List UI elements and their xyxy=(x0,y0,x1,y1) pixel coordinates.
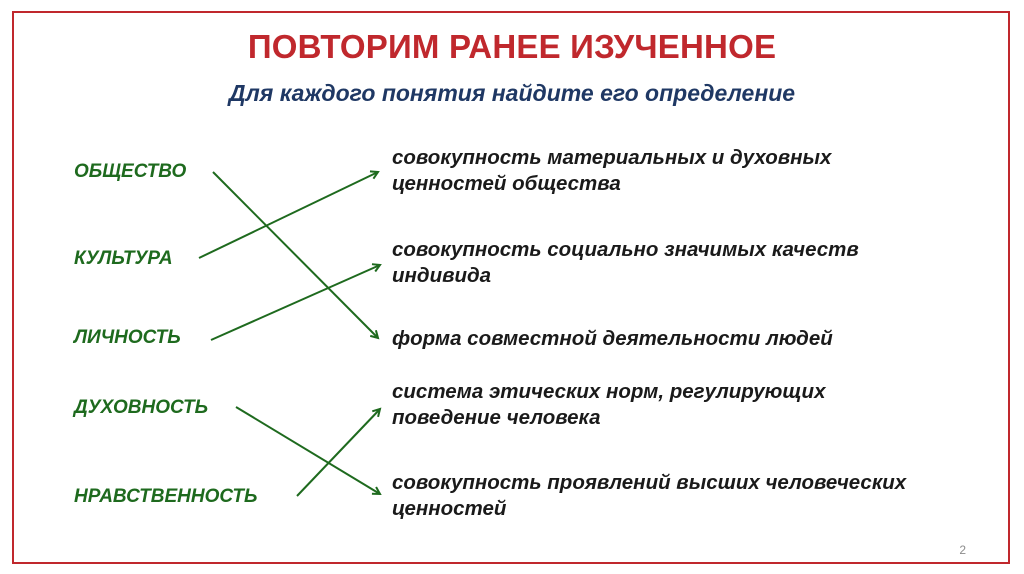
definition-norms-line1: система этических норм, регулирующих xyxy=(392,380,826,403)
term-kultura: КУЛЬТУРА xyxy=(74,248,173,269)
definition-qualities-line1: совокупность социально значимых качеств xyxy=(392,238,859,261)
definition-activity-line1: форма совместной деятельности людей xyxy=(392,327,833,350)
page-number: 2 xyxy=(959,543,966,557)
term-nravstvennost: НРАВСТВЕННОСТЬ xyxy=(74,486,258,507)
slide-title: ПОВТОРИМ РАНЕЕ ИЗУЧЕННОЕ xyxy=(247,28,777,65)
definition-qualities-line2: индивида xyxy=(392,264,492,287)
term-dukhovnost: ДУХОВНОСТЬ xyxy=(74,397,209,418)
definition-norms-line2: поведение человека xyxy=(392,406,601,429)
definition-higher-values-line1: совокупность проявлений высших человеческих xyxy=(392,471,907,494)
arrow-lichnost-to-qualities xyxy=(211,265,380,340)
definition-values-line1: совокупность материальных и духовных xyxy=(392,146,832,169)
arrow-obshchestvo-to-activity xyxy=(213,172,378,338)
term-obshchestvo: ОБЩЕСТВО xyxy=(74,161,187,182)
slide-subtitle: Для каждого понятия найдите его определение xyxy=(228,80,796,106)
arrow-dukhovnost-to-higher-values xyxy=(236,407,380,494)
term-lichnost: ЛИЧНОСТЬ xyxy=(74,327,181,348)
definition-values-line2: ценностей общества xyxy=(392,172,621,195)
definition-higher-values-line2: ценностей xyxy=(392,497,507,520)
